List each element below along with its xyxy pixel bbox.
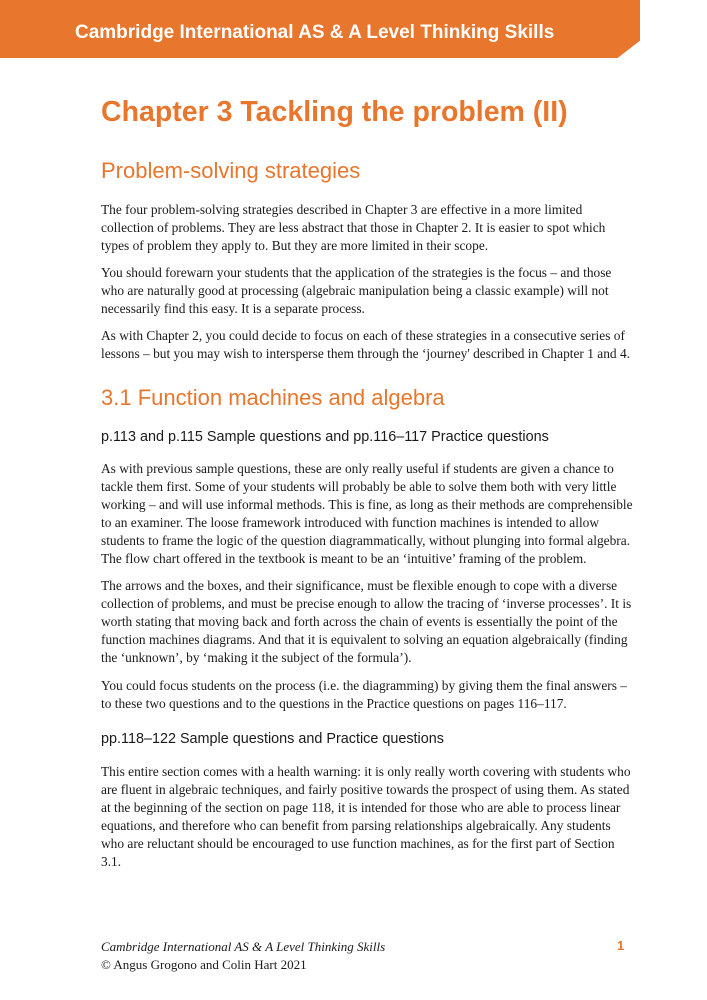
text-line: The four problem-solving strategies described in Chapter 3 are effective in a more limited — [101, 202, 583, 217]
text-line: 3.1. — [101, 854, 122, 869]
paragraph — [101, 327, 631, 363]
paragraph — [101, 460, 633, 568]
text-line: You could focus students on the process (i.e. the diagramming) by giving them the final answers – — [101, 678, 627, 693]
sub-heading-sample-questions: p.113 and p.115 Sample questions and pp.116–117 Practice questions — [101, 429, 549, 445]
section-heading-strategies: Problem-solving strategies — [101, 158, 361, 183]
text-line: collection of problems, and must be precise enough to allow the tracing of ‘inverse processes’. It is — [101, 596, 632, 611]
text-line: As with Chapter 2, you could decide to focus on each of these strategies in a consecutive series of — [101, 328, 625, 343]
text-line: who are reluctant should be encouraged to use function machines, as for the first part of Section — [101, 836, 615, 851]
text-line: collection of problems. They are less abstract that those in Chapter 2. It is easier to spot which — [101, 220, 606, 235]
footer-book-title: Cambridge International AS & A Level Thinking Skills — [101, 939, 386, 954]
text-line: tackle them first. Some of your students will probably be able to solve them both with very little — [101, 479, 617, 494]
text-line: who are naturally good at processing (algebraic manipulation being a classic example) will not — [101, 283, 609, 298]
text-line: function machines diagrams. And that it is equivalent to solving an equation algebraically (finding — [101, 632, 628, 647]
text-line: As with previous sample questions, these are only really useful if students are given a chance to — [101, 461, 614, 476]
text-line: The arrows and the boxes, and their significance, must be flexible enough to cope with a diverse — [101, 578, 618, 593]
page-number: 1 — [617, 938, 625, 953]
header-title: Cambridge International AS & A Level Thinking Skills — [75, 22, 555, 43]
text-line: necessarily find this easy. It is a separate process. — [101, 301, 365, 316]
paragraph — [101, 201, 621, 255]
text-line: types of problem they apply to. But they are more limited in their scope. — [101, 238, 489, 253]
paragraph — [101, 577, 632, 667]
text-line: This entire section comes with a health warning: it is only really worth covering with students who — [101, 764, 631, 779]
text-line: lessons – but you may wish to intersperse them through the ‘journey' described in Chapter 1 and 4. — [101, 346, 631, 361]
text-line: to an examiner. The loose framework introduced with function machines is intended to allow — [101, 515, 600, 530]
section-heading-function-machines: 3.1 Function machines and algebra — [101, 385, 445, 410]
chapter-title: Chapter 3 Tackling the problem (II) — [101, 96, 568, 128]
text-line: working – and will use informal methods. This is fine, as long as their methods are comprehensible — [101, 497, 633, 512]
text-line: You should forewarn your students that the application of the strategies is the focus – and those — [101, 265, 612, 280]
footer-copyright: © Angus Grogono and Colin Hart 2021 — [101, 957, 307, 972]
text-line: the ‘unknown’, by ‘making it the subject of the formula’). — [101, 650, 412, 665]
text-line: are fluent in algebraic techniques, and fairly positive towards the prospect of using them. As stated — [101, 782, 630, 797]
text-line: to these two questions and to the questions in the Practice questions on pages 116–117. — [101, 696, 567, 711]
paragraph — [101, 264, 621, 318]
paragraph — [101, 677, 627, 713]
text-line: worth stating that moving back and forth across the chain of events is essentially the point of the — [101, 614, 618, 629]
sub-heading-practice-questions: pp.118–122 Sample questions and Practice questions — [101, 731, 444, 747]
text-line: students to frame the logic of the question diagrammatically, without plunging into formal algebra. — [101, 533, 631, 548]
text-line: at the beginning of the section on page 118, it is intended for those who are able to process linear — [101, 800, 621, 815]
paragraph — [101, 763, 631, 871]
text-line: The flow chart offered in the textbook is meant to be an ‘intuitive’ framing of the problem. — [101, 551, 587, 566]
text-line: equations, and therefore who can benefit from parsing relationships algebraically. Any students — [101, 818, 611, 833]
